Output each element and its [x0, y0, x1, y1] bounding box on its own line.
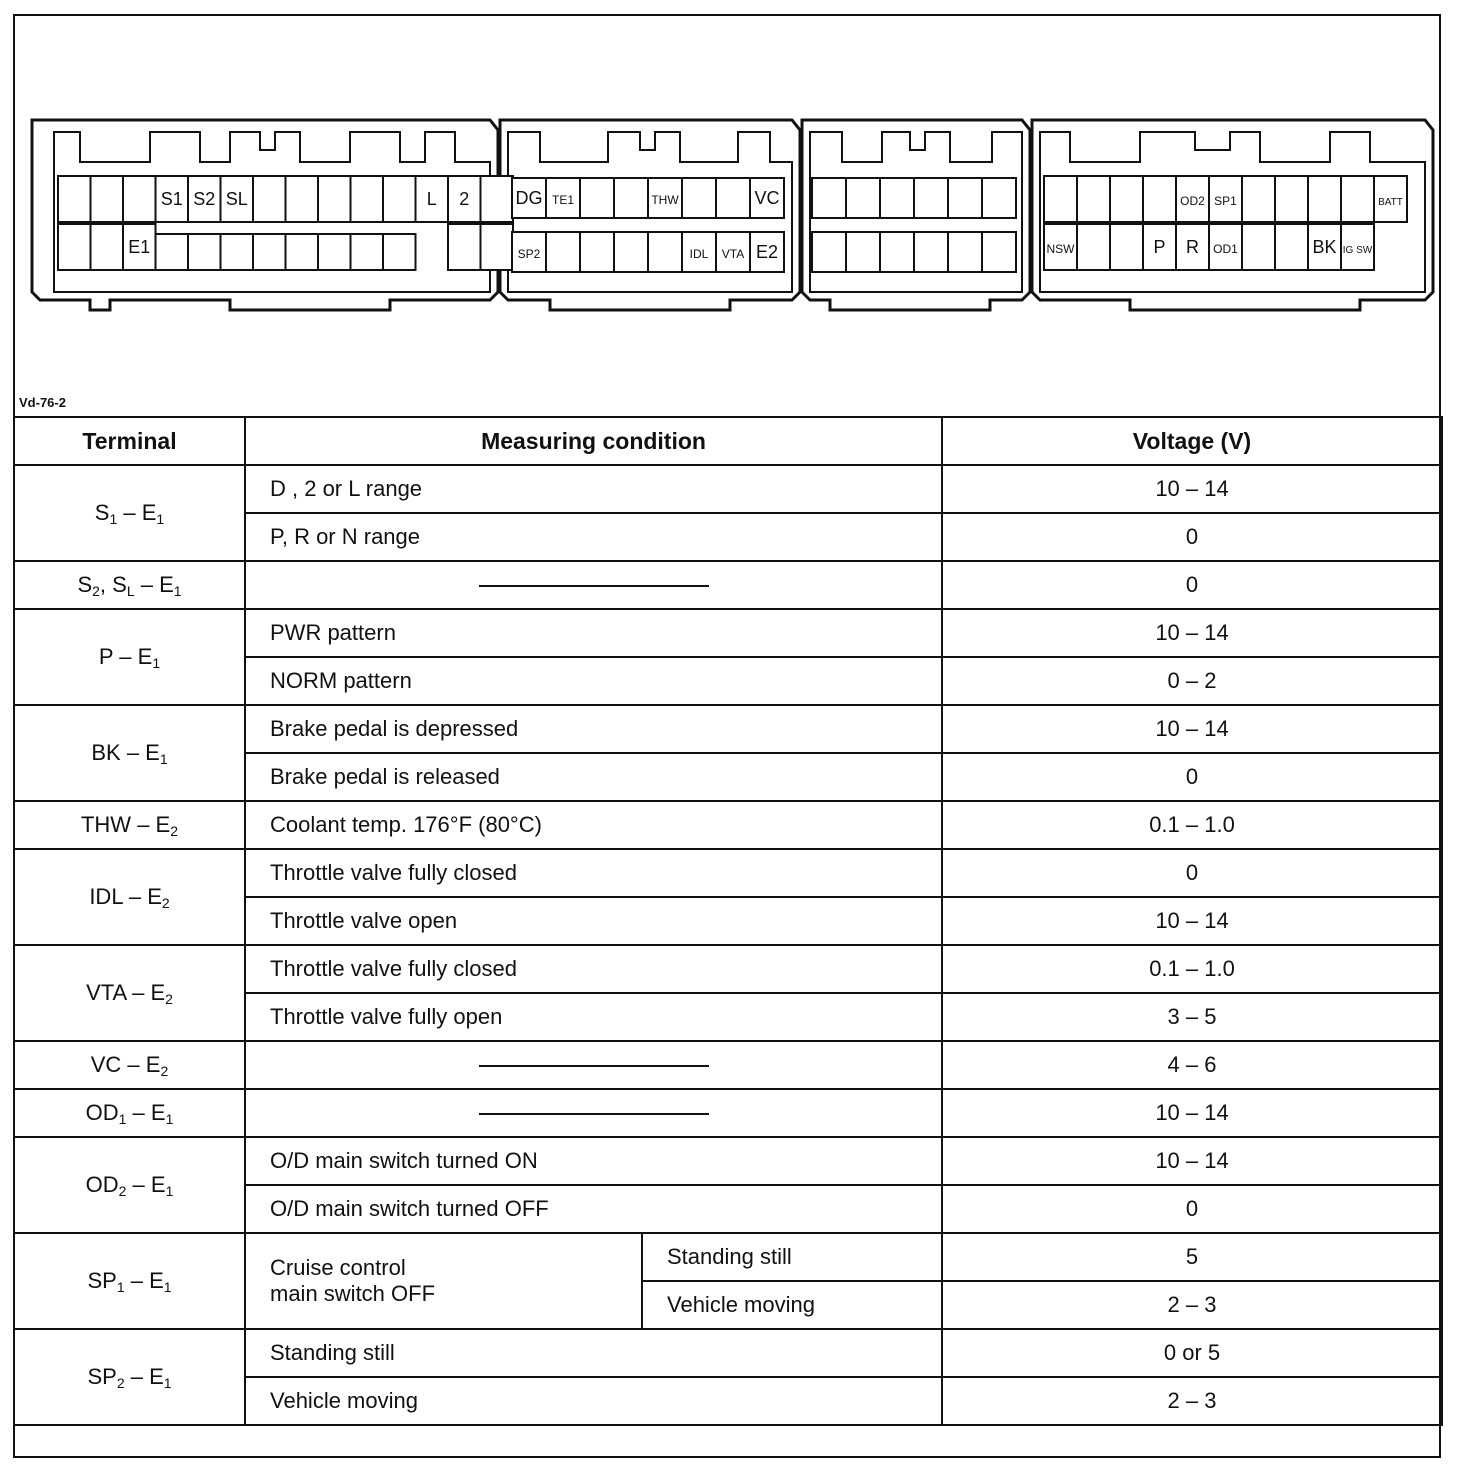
voltage-cell: 2 – 3: [942, 1377, 1442, 1425]
connector-pin-label: OD1: [1213, 242, 1238, 256]
voltage-cell: 0 – 2: [942, 657, 1442, 705]
table-row: [14, 465, 1442, 513]
condition-cell: O/D main switch turned ON: [245, 1137, 942, 1185]
condition-cell: Throttle valve open: [245, 897, 942, 945]
voltage-cell: 10 – 14: [942, 465, 1442, 513]
connector-pin: [580, 232, 614, 272]
condition-cell: Throttle valve fully closed: [245, 849, 942, 897]
subscript: 1: [109, 510, 118, 527]
connector-pin: [286, 234, 319, 270]
condition-cell: O/D main switch turned OFF: [245, 1185, 942, 1233]
connector-pin: [846, 178, 880, 218]
voltage-cell: 3 – 5: [942, 993, 1442, 1041]
table-row: [14, 1137, 1442, 1185]
subscript: 2: [165, 990, 173, 1007]
figure-id: Vd-76-2: [19, 395, 66, 410]
voltage-cell: 0.1 – 1.0: [942, 801, 1442, 849]
voltage-cell: 10 – 14: [942, 705, 1442, 753]
subscript: 1: [165, 1182, 174, 1199]
connector-pin: [648, 232, 682, 272]
table-header-row: [14, 417, 1442, 465]
table-row: [14, 1329, 1442, 1377]
connector-pin: [1110, 224, 1143, 270]
terminal-cell: IDL – $E_2$: [14, 849, 245, 945]
connector-pin: [1275, 176, 1308, 222]
subscript: 1: [173, 582, 182, 599]
condition-cell: Brake pedal is released: [245, 753, 942, 801]
terminal-cell: $S_1 - E_1$: [14, 465, 245, 561]
voltage-cell: 10 – 14: [942, 1137, 1442, 1185]
connector-pin: [982, 178, 1016, 218]
connector-pin: [253, 176, 286, 222]
table-row: [14, 849, 1442, 897]
connector-pin: [123, 176, 156, 222]
connector-pin: [716, 178, 750, 218]
connector-pin-label: S2: [193, 189, 216, 209]
connector-pin: [91, 176, 124, 222]
table-row: [14, 609, 1442, 657]
table-row: [14, 1089, 1442, 1137]
connector-pin-label: VTA: [721, 247, 745, 261]
connector-pin-label: TE1: [551, 193, 575, 207]
condition-cell: Throttle valve fully open: [245, 993, 942, 1041]
connector-pin-label: IG SW: [1342, 245, 1373, 256]
terminal-cell: $SP_1 - E_1$: [14, 1233, 245, 1329]
connector-pin-label: L: [426, 189, 437, 209]
table-row: [14, 801, 1442, 849]
connector-pin: [1242, 224, 1275, 270]
connector-pin: [880, 178, 914, 218]
connector-pin-label: SL: [225, 189, 248, 209]
header-terminal: Terminal: [14, 417, 245, 465]
connector-pin: [156, 234, 189, 270]
connector-pin: [1077, 176, 1110, 222]
connector-pin: [880, 232, 914, 272]
connector-pin-label: S1: [160, 189, 183, 209]
connector-pin: [546, 232, 580, 272]
connector-pin: [682, 178, 716, 218]
voltage-cell: 0: [942, 561, 1442, 609]
connector-pin: [383, 176, 416, 222]
voltage-cell: 0: [942, 1185, 1442, 1233]
connector-pin: [948, 232, 982, 272]
voltage-cell: 0: [942, 513, 1442, 561]
group-condition-line1: Cruise control: [270, 1255, 406, 1280]
terminal-cell: VC – $E_2$: [14, 1041, 245, 1089]
terminal-voltage-table: [13, 416, 1443, 1426]
subscript: 1: [116, 1278, 125, 1295]
connector-pin-label: 2: [459, 189, 470, 209]
voltage-cell: 10 – 14: [942, 1089, 1442, 1137]
condition-cell: Standing still: [245, 1329, 942, 1377]
connector-pin-label: NSW: [1046, 242, 1075, 256]
terminal-cell: BK – $E_1$: [14, 705, 245, 801]
terminal-cell: VTA – $E_2$: [14, 945, 245, 1041]
subscript: 2: [92, 582, 100, 599]
no-condition-dash: [245, 1089, 942, 1137]
connector-pin: [481, 224, 514, 270]
connector-pin-label: E2: [755, 242, 779, 262]
voltage-cell: 0: [942, 753, 1442, 801]
group-condition-line2: main switch OFF: [270, 1281, 436, 1306]
connector-pin: [1341, 176, 1374, 222]
condition-cell: PWR pattern: [245, 609, 942, 657]
terminal-cell: P – $E_1$: [14, 609, 245, 705]
connector-pin: [812, 178, 846, 218]
connector-pin: [318, 176, 351, 222]
connector-pin: [846, 232, 880, 272]
connector-pin: [221, 234, 254, 270]
group-condition-cell: [245, 1233, 642, 1329]
subscript: 1: [152, 654, 161, 671]
connector-pin-label: SP1: [1214, 194, 1237, 208]
condition-cell: Vehicle moving: [642, 1281, 942, 1329]
terminal-cell: THW – $E_2$: [14, 801, 245, 849]
connector-pin-label: BK: [1312, 237, 1337, 257]
subscript: 1: [163, 1278, 172, 1295]
connector-pin: [1143, 176, 1176, 222]
connector-pin: [580, 178, 614, 218]
connector-pin-label: DG: [515, 188, 543, 208]
subscript: 1: [156, 510, 165, 527]
no-condition-dash: [245, 561, 942, 609]
ecu-connector-diagram: [30, 110, 1435, 330]
connector-pin-label: IDL: [689, 247, 709, 261]
voltage-cell: 0 or 5: [942, 1329, 1442, 1377]
condition-cell: Brake pedal is depressed: [245, 705, 942, 753]
connector-pin: [253, 234, 286, 270]
connector-pin: [982, 232, 1016, 272]
terminal-cell: $OD_2 - E_1$: [14, 1137, 245, 1233]
subscript: 1: [165, 1110, 174, 1127]
connector-pin: [91, 224, 124, 270]
connector-pin: [351, 176, 384, 222]
condition-cell: Throttle valve fully closed: [245, 945, 942, 993]
voltage-cell: 0.1 – 1.0: [942, 945, 1442, 993]
table-row: [14, 1041, 1442, 1089]
connector-pin: [1110, 176, 1143, 222]
condition-cell: Standing still: [642, 1233, 942, 1281]
connector-pin: [286, 176, 319, 222]
connector-pin: [318, 234, 351, 270]
subscript: 2: [160, 1062, 169, 1079]
terminal-cell: $OD_1 - E_1$: [14, 1089, 245, 1137]
connector-pin: [448, 224, 481, 270]
connector-pin: [1242, 176, 1275, 222]
terminal-cell: $SP_2 - E_1$: [14, 1329, 245, 1425]
table-row: [14, 945, 1442, 993]
connector-pin: [1044, 176, 1077, 222]
voltage-cell: 4 – 6: [942, 1041, 1442, 1089]
connector-pin: [1077, 224, 1110, 270]
connector-pin: [614, 178, 648, 218]
connector-pin-label: THW: [651, 193, 679, 207]
voltage-cell: 5: [942, 1233, 1442, 1281]
connector-pin-label: E1: [128, 237, 151, 257]
condition-cell: D , 2 or L range: [245, 465, 942, 513]
connector-pin: [58, 176, 91, 222]
terminal-cell: $S_2$, $S_L - E_1$: [14, 561, 245, 609]
condition-cell: NORM pattern: [245, 657, 942, 705]
connector-pin-label: SP2: [517, 247, 541, 261]
subscript: 2: [161, 894, 170, 911]
connector-pin-label: P: [1153, 237, 1166, 257]
subscript: 1: [118, 1110, 127, 1127]
connector-pin: [383, 234, 416, 270]
table-row: [14, 705, 1442, 753]
subscript: L: [126, 582, 135, 599]
voltage-cell: 0: [942, 849, 1442, 897]
no-condition-dash: [245, 1041, 942, 1089]
connector-pin: [914, 178, 948, 218]
connector-pin: [948, 178, 982, 218]
subscript: 1: [159, 750, 168, 767]
subscript: 2: [116, 1374, 125, 1391]
connector-pin: [481, 176, 514, 222]
connector-pin: [188, 234, 221, 270]
connector-pin-label: OD2: [1180, 194, 1205, 208]
voltage-cell: 10 – 14: [942, 609, 1442, 657]
condition-cell: Coolant temp. 176°F (80°C): [245, 801, 942, 849]
condition-cell: P, R or N range: [245, 513, 942, 561]
connector-pin: [58, 224, 91, 270]
voltage-cell: 10 – 14: [942, 897, 1442, 945]
subscript: 2: [170, 822, 179, 839]
subscript: 2: [118, 1182, 127, 1199]
header-voltage: Voltage (V): [942, 417, 1442, 465]
connector-pin-label: VC: [754, 188, 780, 208]
voltage-cell: 2 – 3: [942, 1281, 1442, 1329]
connector-pin: [1308, 176, 1341, 222]
connector-pin: [812, 232, 846, 272]
table-row: [14, 561, 1442, 609]
connector-pin: [351, 234, 384, 270]
connector-pin: [1275, 224, 1308, 270]
header-measuring-condition: Measuring condition: [245, 417, 942, 465]
condition-cell: Vehicle moving: [245, 1377, 942, 1425]
connector-pin: [914, 232, 948, 272]
connector-pin-label: R: [1186, 237, 1199, 257]
connector-pin-label: BATT: [1378, 197, 1403, 208]
connector-pin: [614, 232, 648, 272]
table-row: [14, 1233, 1442, 1281]
subscript: 1: [163, 1374, 172, 1391]
